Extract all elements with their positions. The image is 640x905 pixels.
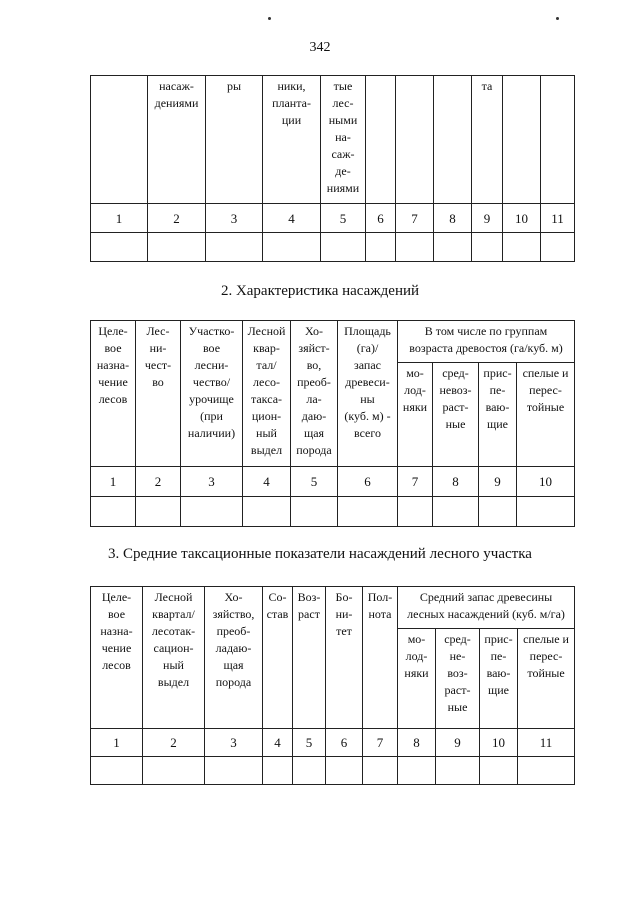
column-number: 2 [143, 729, 205, 757]
table-1-header-row [91, 76, 575, 204]
table-3-header-cell: Целе- вое назна- чение лесов [91, 587, 143, 729]
table-2-header-cell: Целе- вое назна- чение лесов [91, 321, 136, 467]
empty-cell [91, 233, 148, 262]
column-number: 5 [293, 729, 326, 757]
empty-cell [479, 497, 517, 527]
empty-cell [396, 233, 434, 262]
empty-cell [480, 757, 518, 785]
table-1-header-cell [396, 76, 434, 204]
column-number: 2 [136, 467, 181, 497]
empty-cell [263, 233, 321, 262]
empty-cell [321, 233, 366, 262]
column-number: 5 [321, 204, 366, 233]
table-2-header-cell: спелые и перес- тойные [517, 363, 575, 467]
section-3-title: 3. Средние таксационные показатели насаждений лесного участка [108, 546, 532, 562]
table-3-header-cell: Бо- ни- тет [326, 587, 363, 729]
table-3-header-cell: Пол- нота [363, 587, 398, 729]
column-number: 11 [518, 729, 575, 757]
table-2-header-cell: прис- пе- ваю- щие [479, 363, 517, 467]
table-1-header-cell [434, 76, 472, 204]
column-number: 3 [181, 467, 243, 497]
empty-cell [338, 497, 398, 527]
empty-cell [436, 757, 480, 785]
table-3-header-cell: Лесной квартал/ лесотак- сацион- ный выдел [143, 587, 205, 729]
table-3-group-header: Средний запас древесины лесных насаждений (куб. м/га) [398, 587, 575, 629]
empty-cell [263, 757, 293, 785]
column-number: 7 [363, 729, 398, 757]
table-2-header-cell: сред- невоз- раст- ные [433, 363, 479, 467]
empty-cell [517, 497, 575, 527]
column-number: 5 [291, 467, 338, 497]
column-number: 7 [396, 204, 434, 233]
table-1-header-cell: насаж- дениями [148, 76, 206, 204]
empty-cell [136, 497, 181, 527]
column-number: 1 [91, 204, 148, 233]
column-number: 10 [517, 467, 575, 497]
table-2-header-cell: мо- лод- няки [398, 363, 433, 467]
empty-cell [541, 233, 575, 262]
column-number: 2 [148, 204, 206, 233]
empty-cell [398, 497, 433, 527]
table-3-empty-row [91, 757, 575, 785]
table-3-header-cell: сред- не- воз- раст- ные [436, 629, 480, 729]
empty-cell [181, 497, 243, 527]
section-2-title: 2. Характеристика насаждений [220, 283, 420, 299]
empty-cell [366, 233, 396, 262]
column-number: 8 [398, 729, 436, 757]
table-1-header-cell [503, 76, 541, 204]
table-3-header-cell: Воз- раст [293, 587, 326, 729]
column-number: 6 [366, 204, 396, 233]
column-number: 4 [243, 467, 291, 497]
empty-cell [503, 233, 541, 262]
column-number: 9 [472, 204, 503, 233]
empty-cell [243, 497, 291, 527]
column-number: 8 [433, 467, 479, 497]
empty-cell [206, 233, 263, 262]
table-3-header-cell: Хо- зяйство, преоб- ладаю- щая порода [205, 587, 263, 729]
table-1-header-cell: тые лес- ными на- саж- де- ниями [321, 76, 366, 204]
table-1-header-cell [366, 76, 396, 204]
empty-cell [91, 497, 136, 527]
table-3-header-row [91, 587, 575, 629]
table-1-header-cell: ники, планта- ции [263, 76, 321, 204]
column-number: 9 [479, 467, 517, 497]
scan-dot [268, 17, 271, 20]
table-3-header-cell: спелые и перес- тойные [518, 629, 575, 729]
table-2-group-header: В том числе по группам возраста древостоя (га/куб. м) [398, 321, 575, 363]
table-3-header-cell: мо- лод- няки [398, 629, 436, 729]
table-2-header-row [91, 321, 575, 363]
column-number: 10 [480, 729, 518, 757]
empty-cell [91, 757, 143, 785]
empty-cell [472, 233, 503, 262]
empty-cell [293, 757, 326, 785]
table-3 [90, 586, 575, 785]
column-number: 6 [338, 467, 398, 497]
column-number: 4 [263, 204, 321, 233]
table-2-number-row [91, 467, 575, 497]
empty-cell [291, 497, 338, 527]
empty-cell [518, 757, 575, 785]
empty-cell [143, 757, 205, 785]
empty-cell [434, 233, 472, 262]
column-number: 1 [91, 729, 143, 757]
table-2-header-cell: Площадь (га)/ запас древеси- ны (куб. м) - всего [338, 321, 398, 467]
empty-cell [433, 497, 479, 527]
column-number: 6 [326, 729, 363, 757]
table-1-empty-row [91, 233, 575, 262]
table-3-header-cell: Со- став [263, 587, 293, 729]
empty-cell [148, 233, 206, 262]
table-1-header-cell [91, 76, 148, 204]
table-2-header-cell: Лесной квар- тал/ лесо- такса- цион- ный выдел [243, 321, 291, 467]
column-number: 3 [206, 204, 263, 233]
table-2 [90, 320, 575, 527]
table-2-empty-row [91, 497, 575, 527]
table-1-header-cell [541, 76, 575, 204]
scan-dot [556, 17, 559, 20]
table-1 [90, 75, 575, 262]
table-1-number-row [91, 204, 575, 233]
column-number: 3 [205, 729, 263, 757]
table-1-header-cell: та [472, 76, 503, 204]
table-3-number-row [91, 729, 575, 757]
empty-cell [205, 757, 263, 785]
column-number: 8 [434, 204, 472, 233]
empty-cell [363, 757, 398, 785]
column-number: 7 [398, 467, 433, 497]
table-2-header-cell: Участко- вое лесни- чество/ урочище (при наличии) [181, 321, 243, 467]
column-number: 9 [436, 729, 480, 757]
table-1-header-cell: ры [206, 76, 263, 204]
table-2-header-cell: Лес- ни- чест- во [136, 321, 181, 467]
column-number: 1 [91, 467, 136, 497]
empty-cell [326, 757, 363, 785]
column-number: 4 [263, 729, 293, 757]
empty-cell [398, 757, 436, 785]
column-number: 10 [503, 204, 541, 233]
page-number: 342 [309, 40, 331, 55]
table-2-header-cell: Хо- зяйст- во, преоб- ла- даю- щая порода [291, 321, 338, 467]
table-3-header-cell: прис- пе- ваю- щие [480, 629, 518, 729]
column-number: 11 [541, 204, 575, 233]
